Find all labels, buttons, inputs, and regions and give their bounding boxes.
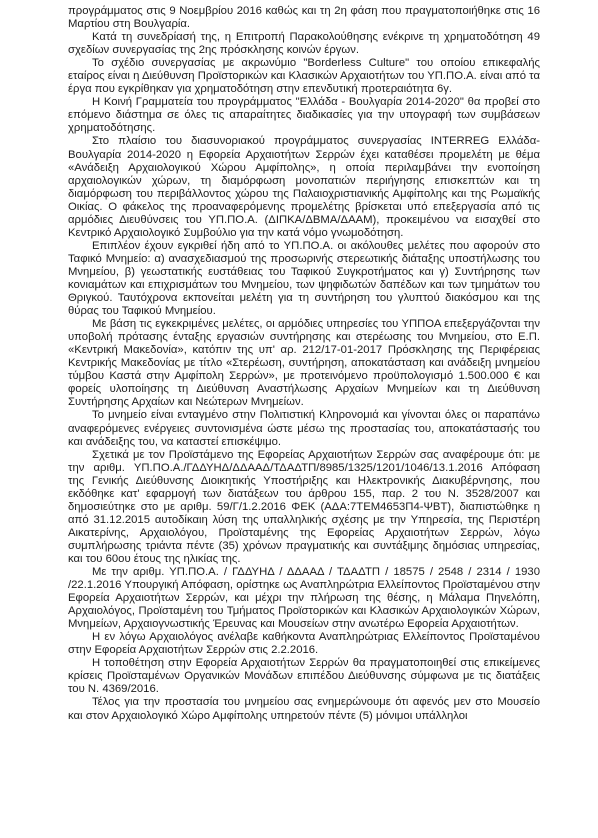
paragraph-8: Το μνημείο είναι ενταγμένο στην Πολιτιστική Κληρονομιά και γίνονται όλες οι παραπάνω αναφερόμενες ενέργειες συντονισμένα ώστε μέσω της προστασίας του, αποκατάστασής του και ανάδειξης του, να καταστεί επισκέψιμο.	[68, 409, 540, 448]
paragraph-12: Η τοποθέτηση στην Εφορεία Αρχαιοτήτων Σερρών θα πραγματοποιηθεί στις επικείμενες κρίσεις Προϊσταμένων Οργανικών Μονάδων επιπέδου Διεύθυνσης σύμφωνα με τις διατάξεις του Ν. 4369/2016.	[68, 657, 540, 696]
paragraph-4: Η Κοινή Γραμματεία του προγράμματος "Ελλάδα - Βουλγαρία 2014-2020" θα προβεί στο επόμενο διάστημα σε όλες τις απαραίτητες διαδικασίες για την υπογραφή των συμβάσεων χρηματοδότησης.	[68, 96, 540, 135]
paragraph-13: Τέλος για την προστασία του μνημείου σας ενημερώνουμε ότι αφενός μεν στο Μουσείο και στον Αρχαιολογικό Χώρο Αμφίπολης υπηρετούν πέντε (5) μόνιμοι υπάλληλοι	[68, 696, 540, 722]
paragraph-7: Με βάση τις εγκεκριμένες μελέτες, οι αρμόδιες υπηρεσίες του ΥΠΠΟΑ επεξεργάζονται την υποβολή πρότασης ένταξης εργασιών συντήρησης και στερέωσης του Μνημείου, στο Ε.Π. «Κεντρική Μακεδονία», κατόπιν της υπ' αρ. 212/17-01-2017 Πρόσκλησης της Περιφέρειας Κεντρικής Μακεδονίας με τίτλο «Στερέωση, συντήρηση, αποκατάσταση και ανάδειξη μνημείου τύμβου Καστά στην Αμφίπολη Σερρών», με προτεινόμενο προϋπολογισμό 1.500.000 € και φορείς υλοποίησης τη Διεύθυνση Αναστήλωσης Αρχαίων Μνημείων και τη Διεύθυνση Συντήρησης Αρχαίων και Νεώτερων Μνημείων.	[68, 318, 540, 409]
paragraph-1: προγράμματος στις 9 Νοεμβρίου 2016 καθώς και τη 2η φάση που πραγματοποιήθηκε στις 16 Μαρτίου στη Βουλγαρία.	[68, 5, 540, 31]
paragraph-11: Η εν λόγω Αρχαιολόγος ανέλαβε καθήκοντα Αναπληρώτριας Ελλείποντος Προϊσταμένου στην Εφορεία Αρχαιοτήτων Σερρών στις 2.2.2016.	[68, 631, 540, 657]
paragraph-10: Με την αριθμ. ΥΠ.ΠΟ.Α. / ΓΔΔΥΗΔ / ΔΔΑΑΔ / ΤΔΑΔΤΠ / 18575 / 2548 / 2314 / 1930 /22.1.2016 Υπουργική Απόφαση, ορίστηκε ως Αναπληρώτρια Ελλείποντος Προϊσταμένου στην Εφορεία Αρχαιοτήτων Σερρών, και μέχρι την πλήρωση της θέσης, η Μάλαμα Πηνελόπη, Αρχαιολόγος, Προϊσταμένη του Τμήματος Προϊστορικών και Κλασικών Αρχαιολογικών Χώρων, Μνημείων, Αρχαιογνωστικής Έρευνας και Μουσείων στην ανωτέρω Εφορεία Αρχαιοτήτων.	[68, 566, 540, 631]
paragraph-5: Στο πλαίσιο του διασυνοριακού προγράμματος συνεργασίας INTERREG Ελλάδα-Βουλγαρία 2014-2020 η Εφορεία Αρχαιοτήτων Σερρών έχει καταθέσει προμελέτη με θέμα «Ανάδειξη Αρχαιολογικού Χώρου Αμφίπολης», η οποία περιλαμβάνει την ενοποίηση αρχαιολογικών χώρων, τη διαμόρφωση μονοπατιών περιήγησης επισκεπτών και τη διαμόρφωση του περιβάλλοντος χώρου της Παλαιοχριστιανικής Αμφίπολης και της Ρωμαϊκής Οικίας. Ο φάκελος της προαναφερόμενης προμελέτης βρίσκεται υπό επεξεργασία από τις αρμόδιες Διευθύνσεις του ΥΠ.ΠΟ.Α. (ΔΙΠΚΑ/ΔΒΜΑ/ΔΑΑΜ), προκειμένου να εισαχθεί στο Κεντρικό Αρχαιολογικό Συμβούλιο για την κατά νόμο γνωμοδότηση.	[68, 135, 540, 239]
paragraph-9: Σχετικά με τον Προϊστάμενο της Εφορείας Αρχαιοτήτων Σερρών σας αναφέρουμε ότι: με την αριθμ. ΥΠ.ΠΟ.Α./ΓΔΔΥΗΔ/ΔΔΑΑΔ/ΤΔΑΔΤΠ/8985/1325/1201/1046/13.1.2016 Απόφαση της Γενικής Διεύθυνσης Διοικητικής Υποστήριξης και Ηλεκτρονικής Διακυβέρνησης, που εκδόθηκε κατ' εφαρμογή των διατάξεων του άρθρου 155, παρ. 2 του Ν. 3528/2007 και δημοσιεύτηκε στο με αριθμ. 59/Γ/1.2.2016 ΦΕΚ (ΑΔΑ:7ΤΕΜ4653Π4-ΨΒΤ), διαπιστώθηκε η από 31.12.2015 αυτοδίκαιη λύση της υπαλληλικής σχέσης με την Υπηρεσία, της Περιστέρη Αικατερίνης, Αρχαιολόγου, Προϊσταμένης της Εφορείας Αρχαιοτήτων Σερρών, λόγω συμπλήρωσης τριάντα πέντε (35) χρόνων πραγματικής και συντάξιμης δημόσιας υπηρεσίας, και του 60ου έτους της ηλικίας της.	[68, 448, 540, 565]
paragraph-6: Επιπλέον έχουν εγκριθεί ήδη από το ΥΠ.ΠΟ.Α. οι ακόλουθες μελέτες που αφορούν στο Ταφικό Μνημείο: α) ανασχεδιασμού της προσωρινής στερεωτικής διάταξης υποστήλωσης του Μνημείου, β) γεωστατικής ευστάθειας του Ταφικού Συγκροτήματος και γ) Συντήρησης των κονιαμάτων και επιχρισμάτων του Μνημείου, των ψηφιδωτών δαπέδων και των τμημάτων του Θριγκού. Ταυτόχρονα εκπονείται μελέτη για τη συντήρηση του γλυπτού διακόσμου και της θύρας του Ταφικού Μνημείου.	[68, 239, 540, 318]
paragraph-3: Το σχέδιο συνεργασίας με ακρωνύμιο "Borderless Culture" του οποίου επικεφαλής εταίρος είναι η Διεύθυνση Προϊστορικών και Κλασικών Αρχαιοτήτων του ΥΠ.ΠΟ.Α. είναι από τα έργα που εγκρίθηκαν για χρηματοδότηση στην επενδυτική προτεραιότητα 6γ.	[68, 57, 540, 96]
paragraph-2: Κατά τη συνεδρίασή της, η Επιτροπή Παρακολούθησης ενέκρινε τη χρηματοδότηση 49 σχεδίων συνεργασίας της 2ης πρόσκλησης κοινών έργων.	[68, 31, 540, 57]
